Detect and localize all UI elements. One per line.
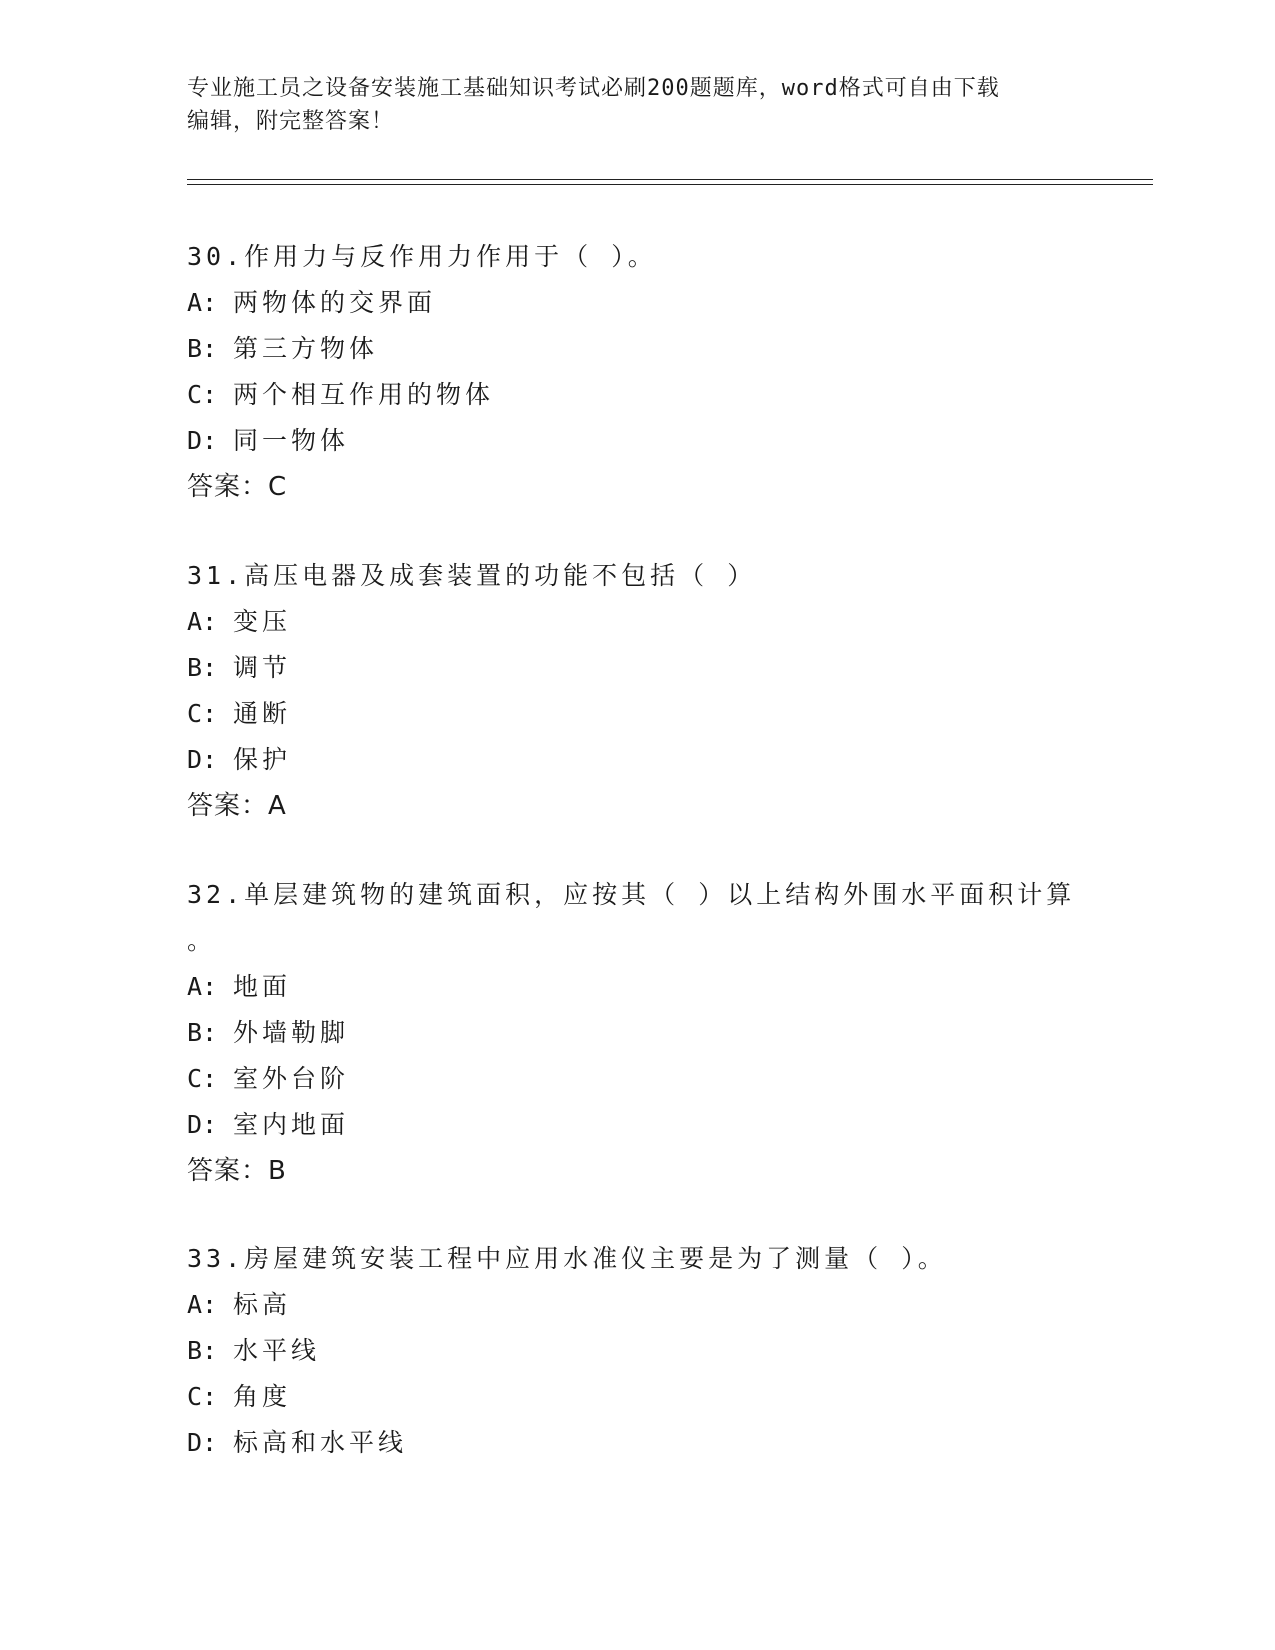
option-label: C: xyxy=(187,380,218,409)
header-line-2: 编辑，附完整答案！ xyxy=(187,109,395,134)
question-title-continuation: 。 xyxy=(187,926,217,955)
option-c xyxy=(187,1056,1087,1102)
option-label: D: xyxy=(187,1428,218,1457)
header-line-1: 专业施工员之设备安装施工基础知识考试必刷200题题库，word格式可自由下载 xyxy=(187,76,1000,101)
option-a xyxy=(187,280,1087,326)
option-d xyxy=(187,418,1087,464)
question-31 xyxy=(187,553,1087,829)
option-label: B: xyxy=(187,334,218,363)
question-30 xyxy=(187,234,1087,510)
option-label: B: xyxy=(187,1336,218,1365)
option-text: 地面 xyxy=(233,972,292,1001)
option-label: B: xyxy=(187,653,218,682)
option-text: 两物体的交界面 xyxy=(233,288,437,317)
option-text: 标高和水平线 xyxy=(233,1428,408,1457)
option-label: A: xyxy=(187,972,218,1001)
option-d xyxy=(187,737,1087,783)
option-b xyxy=(187,645,1087,691)
option-text: 外墙勒脚 xyxy=(233,1018,350,1047)
question-title: 31.高压电器及成套装置的功能不包括（ ） xyxy=(187,561,757,590)
question-32 xyxy=(187,872,1087,1194)
option-label: C: xyxy=(187,699,218,728)
option-b xyxy=(187,1010,1087,1056)
option-text: 第三方物体 xyxy=(233,334,379,363)
option-d xyxy=(187,1102,1087,1148)
option-c xyxy=(187,1374,1087,1420)
option-text: 角度 xyxy=(233,1382,292,1411)
header-divider-bottom xyxy=(187,184,1153,185)
option-text: 保护 xyxy=(233,745,292,774)
question-title: 30.作用力与反作用力作用于（ ）。 xyxy=(187,242,657,271)
option-label: A: xyxy=(187,1290,218,1319)
option-c xyxy=(187,691,1087,737)
option-label: D: xyxy=(187,745,218,774)
option-text: 标高 xyxy=(233,1290,292,1319)
option-label: A: xyxy=(187,288,218,317)
option-a xyxy=(187,964,1087,1010)
option-text: 调节 xyxy=(233,653,292,682)
option-d xyxy=(187,1420,1087,1466)
option-b xyxy=(187,326,1087,372)
option-text: 室内地面 xyxy=(233,1110,350,1139)
question-title: 33.房屋建筑安装工程中应用水准仪主要是为了测量（ ）。 xyxy=(187,1244,947,1273)
header-divider-top xyxy=(187,179,1153,180)
option-label: C: xyxy=(187,1382,218,1411)
answer: 答案：B xyxy=(187,1156,287,1186)
question-title: 32.单层建筑物的建筑面积，应按其（ ）以上结构外围水平面积计算 xyxy=(187,880,1076,909)
answer: 答案：A xyxy=(187,791,287,821)
option-text: 两个相互作用的物体 xyxy=(233,380,495,409)
option-label: B: xyxy=(187,1018,218,1047)
option-label: A: xyxy=(187,607,218,636)
option-b xyxy=(187,1328,1087,1374)
question-33 xyxy=(187,1236,1087,1466)
option-text: 同一物体 xyxy=(233,426,350,455)
option-a xyxy=(187,1282,1087,1328)
option-text: 通断 xyxy=(233,699,292,728)
option-a xyxy=(187,599,1087,645)
option-text: 变压 xyxy=(233,607,292,636)
option-text: 室外台阶 xyxy=(233,1064,350,1093)
option-label: C: xyxy=(187,1064,218,1093)
option-text: 水平线 xyxy=(233,1336,321,1365)
answer: 答案：C xyxy=(187,472,288,502)
option-label: D: xyxy=(187,426,218,455)
option-label: D: xyxy=(187,1110,218,1139)
document-header xyxy=(187,72,1067,138)
option-c xyxy=(187,372,1087,418)
